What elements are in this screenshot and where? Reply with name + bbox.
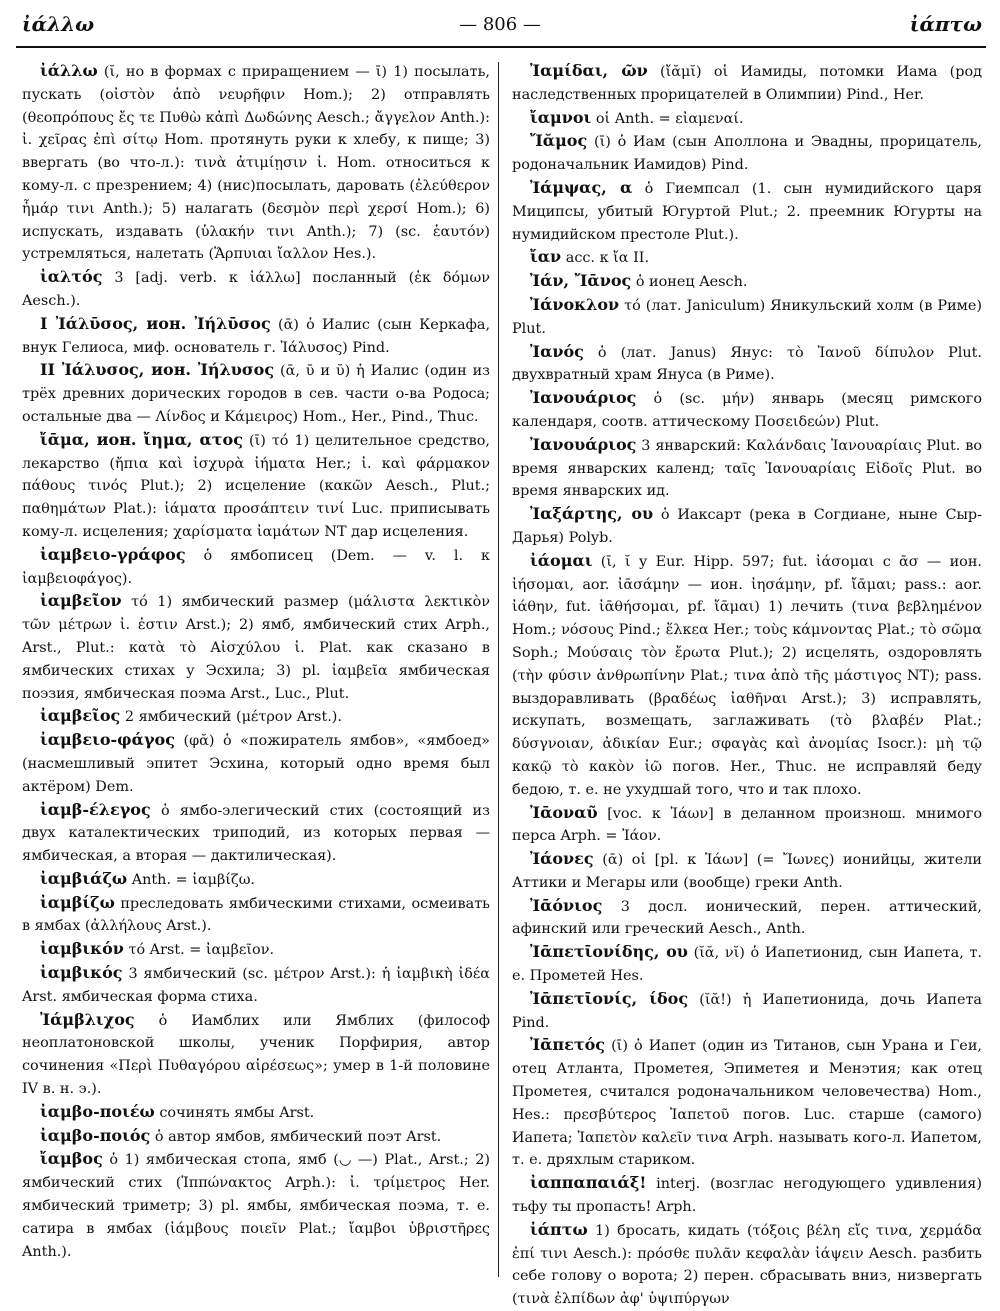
dictionary-entry	[22, 359, 490, 428]
entry-definition: ὁ ионец Aesch.	[635, 274, 748, 291]
entry-definition: (ἴᾰμῐ) οἱ Иамиды, потомки Иама (род наследственных прорицателей в Олимпии) Pind., Her.	[512, 64, 982, 103]
entry-definition: 3 досл. ионический, перен. аттический, афинский или греческий Aesch., Anth.	[512, 898, 982, 938]
dictionary-entry	[512, 550, 982, 802]
entry-headword: Ἰᾱοναῦ	[530, 802, 598, 822]
dictionary-entry	[512, 1219, 982, 1311]
entry-headword: Ἰανουάριος	[530, 434, 637, 454]
right-column	[512, 60, 983, 1308]
entry-headword: Ἰᾱπετός	[530, 1035, 605, 1055]
entry-headword: Ἰάμβλιχος	[40, 1009, 135, 1029]
dictionary-entry	[22, 892, 490, 939]
entry-headword: Ἰᾱπετῑονίς, ίδος	[530, 988, 689, 1008]
entry-definition: ὁ 1) ямбическая стопа, ямб (◡ —) Plat., Arst.; 2) ямбический стих (Ἱππώνακτος Arph.): ἰ. τρίμετρος Her. ямбический триметр; 3) pl. ямбы, ямбическая поэма, т. е. сатира в ямбах (ἰάμβους ποιεῖν Plat.; ἴαμβοι ὑβριστῆρες Anth.).	[22, 1152, 491, 1260]
entry-definition: τό 1) ямбический размер (μάλιστα λεκτικὸν τῶν μέτρων ἰ. ἐστιν Arst.); 2) ямб, ямбический стих Arph., Arst., Plut.: κατὰ τὸ Αἰσχύλου ἰ. Plat. как сказано в ямбических стихах у Эсхила; 3) pl. ἰαμβεῖα ямбическая поэзия, ямбическая поэма Arst., Luc., Plut.	[22, 594, 490, 702]
entry-definition: (ᾱ) οἱ [pl. к Ἰάων] (= Ἴωνες) ионийцы, жители Аттики и Мегары или (вообще) греки Anth.	[512, 852, 982, 891]
entry-headword: Ἰαμίδαι, ῶν	[530, 61, 648, 80]
entry-definition: (ῑ) ὁ Иам (сын Аполлона и Эвадны, прорицатель, родоначальник Иамидов) Pind.	[512, 134, 983, 174]
entry-headword: Ἰάν, Ἴᾱνος	[530, 271, 632, 291]
entry-headword: Ἰανός	[530, 341, 584, 361]
entry-headword: ἰαμβ-έλεγος	[40, 799, 151, 819]
dictionary-entry	[512, 341, 982, 388]
entry-definition: (ῐᾰ, νῐ) ὁ Иапетионид, сын Иапета, т. е. Прометей Hes.	[512, 945, 983, 985]
dictionary-entry	[22, 962, 490, 1009]
dictionary-entry	[512, 988, 982, 1035]
entry-headword: ἰάπτω	[530, 1219, 588, 1239]
entry-headword: ἰάλλω	[40, 61, 98, 80]
dictionary-entry	[512, 1034, 982, 1172]
entry-headword: ἰαμβίζω	[40, 892, 115, 912]
entry-definition: 2 ямбический (μέτρον Arst.).	[124, 709, 342, 726]
entry-headword: ἰαμβειο-φάγος	[40, 730, 175, 750]
header-rule	[16, 46, 986, 48]
entry-definition: ὁ Иамблих или Ямблих (философ неоплатоновской школы, ученик Порфирия, автор сочинения «Περὶ Πυθαγόρου αἱρέσεως»; умер в 1-й половине IV в. н. э.).	[22, 1012, 490, 1098]
entry-headword: ἰαμβικόν	[40, 939, 124, 959]
dictionary-entry	[512, 941, 982, 988]
entry-definition: (ῐ, но в формах с приращением — ῑ) 1) посылать, пускать (οἰστὸν ἀπὸ νευρῆφιν Hom.); 2) отправлять (θεοπρόπους ἔς τε Πυθὼ κἀπὶ Δωδώνης Aesch.; ἄγγελον Anth.): ἰ. χεῖρας ἐπὶ σίτῳ Hom. протянуть руки к хлебу, к пище; 3) ввергать (во что-л.): τινὰ ἀτιμίῃσιν ἰ. Hom. относиться к кому-л. с презрением; 4) (нис)посылать, даровать (ἐλεύθερον ἦμάρ τινι Anth.); 5) налагать (δεσμὸν περὶ χερσί Hom.); 6) испускать, издавать (ὑλακήν τινι Anth.); 7) (sc. ἑαυτόν) устремляться, налетать (Ἅρπυιαι ἴαλλον Hes.).	[22, 64, 491, 263]
right-running-headword: ἰάπτω	[909, 12, 982, 36]
entry-definition: (φᾰ) ὁ «пожиратель ямбов», «ямбоед» (насмешливый эпитет Эсхина, который одно время был актёром) Dem.	[22, 733, 490, 795]
entry-definition: 3 ямбический (sc. μέτρον Arst.): ἡ ἰαμβικὴ ἰδέα Arst. ямбическая форма стиха.	[22, 966, 490, 1005]
dictionary-entry	[512, 60, 982, 107]
entry-headword: ἰάομαι	[530, 550, 593, 570]
dictionary-entry	[22, 544, 490, 591]
dictionary-entry	[512, 177, 982, 246]
left-running-headword: ἰάλλω	[22, 12, 95, 36]
entry-headword: ἰαμβο-ποιός	[40, 1125, 151, 1145]
column-divider	[498, 62, 499, 1277]
dictionary-entry	[512, 130, 982, 177]
entry-headword: ἴαμνοι	[530, 107, 592, 127]
dictionary-entry	[22, 938, 490, 962]
entry-headword: ἰαππαπαιάξ!	[530, 1173, 647, 1193]
dictionary-entry	[512, 107, 982, 131]
entry-definition: [voc. к Ἰάων] в деланном произнош. мнимого перса Arph. = Ἰάον.	[512, 805, 983, 845]
dictionary-entry	[22, 705, 490, 729]
entry-headword: ἴαν	[530, 247, 562, 267]
entry-definition: ὁ (лат. Janus) Янус: τὸ Ἰανοῦ δίπυλον Plut. двухвратный храм Януса (в Риме).	[512, 344, 982, 384]
dictionary-entry	[512, 387, 982, 434]
dictionary-entry	[22, 590, 490, 705]
dictionary-entry	[22, 729, 490, 798]
dictionary-entry	[22, 1148, 490, 1263]
entry-definition: interj. (возглас негодующего удивления) тьфу ты пропасть! Arph.	[512, 1176, 982, 1216]
entry-definition: 3 январский: Καλάνδαις Ἰανουαρίαις Plut. во время январских календ; ταῖς Ἰανουαρίαις Εἰδοῖς Plut. во время январских ид.	[512, 437, 983, 500]
entry-headword: ἰαμβεῖον	[40, 591, 122, 611]
entry-headword: I Ἰάλῡσος, ион. Ἰήλῡσος	[40, 313, 271, 333]
dictionary-entry	[512, 270, 982, 294]
entry-definition: (ᾱ, ῡ и ῠ) ἡ Иалис (один из трёх древних дорических городов в сев. части о-ва Родоса; остальные два — Λίνδος и Κάμειρος) Hom., Her., Pind., Thuc.	[22, 363, 491, 425]
dictionary-entry	[512, 503, 982, 550]
dictionary-entry	[512, 848, 982, 895]
entry-definition: 3 [adj. verb. к ἰάλλω] посланный (ἐκ δόμων Aesch.).	[22, 270, 490, 309]
entry-headword: Ἰάονες	[530, 849, 594, 869]
entry-headword: Ἰάμψας, α	[530, 177, 633, 197]
dictionary-entry	[22, 1125, 490, 1149]
entry-headword: II Ἰάλυσος, ион. Ἰήλυσος	[40, 360, 275, 380]
entry-headword: ἰαμβικός	[40, 963, 123, 983]
dictionary-entry	[512, 1172, 982, 1219]
entry-definition: τό (лат. Janiculum) Яникульский холм (в Риме) Plut.	[512, 297, 982, 337]
entry-headword: Ἴᾰμος	[530, 131, 588, 151]
entry-headword: ἰαμβιάζω	[40, 868, 128, 888]
entry-definition: Anth. = ἰαμβίζω.	[131, 871, 256, 888]
dictionary-entry	[22, 1009, 490, 1101]
entry-headword: ἰαμβεῖος	[40, 706, 121, 726]
dictionary-entry	[512, 294, 982, 341]
dictionary-entry	[22, 868, 490, 892]
entry-definition: ὁ автор ямбов, ямбический поэт Arst.	[154, 1128, 442, 1145]
dictionary-entry	[22, 429, 490, 544]
dictionary-entry	[22, 799, 490, 868]
entry-headword: Ἰᾱπετῑονίδης, ου	[530, 942, 688, 962]
entry-definition: (ᾱ) ὁ Иалис (сын Керкафа, внук Гелиоса, миф. основатель г. Ἰάλυσος) Pind.	[22, 316, 491, 356]
entry-headword: ἰαμβειο-γράφος	[40, 544, 186, 564]
entry-definition: τό Arst. = ἰαμβεῖον.	[128, 942, 275, 959]
dictionary-entry	[512, 802, 982, 849]
entry-definition: (ῑ) ὁ Иапет (один из Титанов, сын Урана и Геи, отец Атланта, Прометея, Эпиметея и Менэтия; как отец Прометея, считался родоначальником человечества) Hom., Hes.: πρεσβύτερος Ἰαπετοῦ погов. Luc. старше (самого) Иапета; Ἰαπετὸν καλεῖν τινα Arph. называть кого-л. Иапетом, т. е. дряхлым стариком.	[512, 1038, 982, 1169]
entry-headword: Ἰάνοκλον	[530, 294, 620, 314]
entry-headword: ἰαλτός	[40, 267, 103, 287]
entry-headword: ἴαμβος	[40, 1149, 103, 1169]
entry-definition: 1) бросать, кидать (τόξοις βέλη εἴς τινα, χερμάδα ἐπί τινι Aesch.): πρόσθε πυλᾶν κεφαλὰν ἰάψειν Aesch. разбить себе голову о ворота; 2) перен. сбрасывать вниз, низвергать (τινὰ ἐλπίδων ἀφ' ὑψιπύργων	[512, 1222, 982, 1308]
entry-definition: acc. к ἴα II.	[565, 250, 650, 267]
entry-headword: Ἰανουάριος	[530, 388, 637, 408]
dictionary-entry	[512, 246, 982, 270]
dictionary-entry	[22, 60, 490, 266]
entry-headword: ἰαμβο-ποιέω	[40, 1101, 155, 1121]
page-header	[0, 0, 1000, 46]
entry-headword: ἴᾱμα, ион. ἴημα, ατος	[40, 429, 243, 449]
dictionary-entry	[22, 313, 490, 360]
entry-definition: ὁ ямбо-элегический стих (состоящий из двух каталектических триподий, из которых первая — ямбическая, а вторая — дактилическая).	[22, 802, 490, 865]
entry-definition: ὁ Иаксарт (река в Согдиане, ныне Сыр-Дарья) Polyb.	[512, 507, 982, 546]
page-number: — 806 —	[459, 14, 541, 35]
dictionary-entry	[512, 895, 982, 942]
entry-definition: ὁ (sc. μήν) январь (месяц римского календаря, соотв. аттическому Ποσειδεών) Plut.	[512, 391, 982, 430]
dictionary-entry	[22, 1101, 490, 1125]
entry-definition: сочинять ямбы Arst.	[159, 1104, 315, 1121]
entry-definition: преследовать ямбическими стихами, осмеивать в ямбах (ἀλλήλους Arst.).	[22, 895, 491, 935]
dictionary-entry	[22, 266, 490, 313]
entry-definition: οἱ Anth. = εἰαμεναί.	[595, 110, 744, 127]
entry-definition: ὁ ямбописец (Dem. — v. l. к ἰαμβειοφάγος).	[22, 547, 491, 587]
entry-definition: (ῑ, ῐ у Eur. Hipp. 597; fut. ἰάσομαι с ᾱσ — ион. ἰήσομαι, aor. ἰᾱσάμην — ион. ἰησάμην, pf. ἴᾱμαι; pass.: aor. ἰάθην, fut. ἰᾱθήσομαι, pf. ἴᾱμαι) 1) лечить (τινα βεβλημένον Hom.; νόσους Pind.; ἕλκεα Her.; τοὺς κάμνοντας Plat.; τὸ σῶμα Soph.; Μούσαις τὸν ἔρωτα Plut.); 2) исцелять, оздоровлять (τὴν φύσιν ἀνθρωπίνην Plat.; τινα ἀπὸ τῆς μάστιγος NT); pass. выздоравливать (βραδέως ἰαθῆναι Arst.); 3) исправлять, искупать, возмещать, заглаживать (τὸ βλαβέν Plat.; δύσγνοιαν, ἀδικίαν Eur.; σφαγὰς καὶ ἀνομίας Isocr.): μὴ τῷ κακῷ τὸ κακὸν ἰῶ погов. Her., Thuc. не исправляй беду бедою, т. е. не ухудшай того, что и так плохо.	[512, 553, 982, 798]
entry-headword: Ἰαξάρτης, ου	[530, 504, 654, 524]
entry-definition: ὁ Гиемпсал (1. сын нумидийского царя Миципсы, убитый Югуртой Plut.; 2. преемник Югурты на нумидийском престоле Plut.).	[512, 180, 983, 243]
entry-headword: Ἰᾱόνιος	[530, 895, 603, 915]
dictionary-entry	[512, 434, 982, 503]
entry-definition: (ῑ) τό 1) целительное средство, лекарство (ἤπια καὶ ἰσχυρὰ ἰήματα Her.; ἰ. καὶ φάρμακον πάθους τινός Plut.); 2) исцеление (κακῶν Aesch., Plut.; παθημάτων Plat.): ἰάματα προσάπτειν τινί Luc. приписывать кому-л. исцеления; χαρίσματα ἰαμάτων NT дар исцеления.	[22, 432, 491, 540]
left-column	[22, 60, 490, 1282]
entry-definition: (ῐᾰ!) ἡ Иапетионида, дочь Иапета Pind.	[512, 991, 982, 1031]
